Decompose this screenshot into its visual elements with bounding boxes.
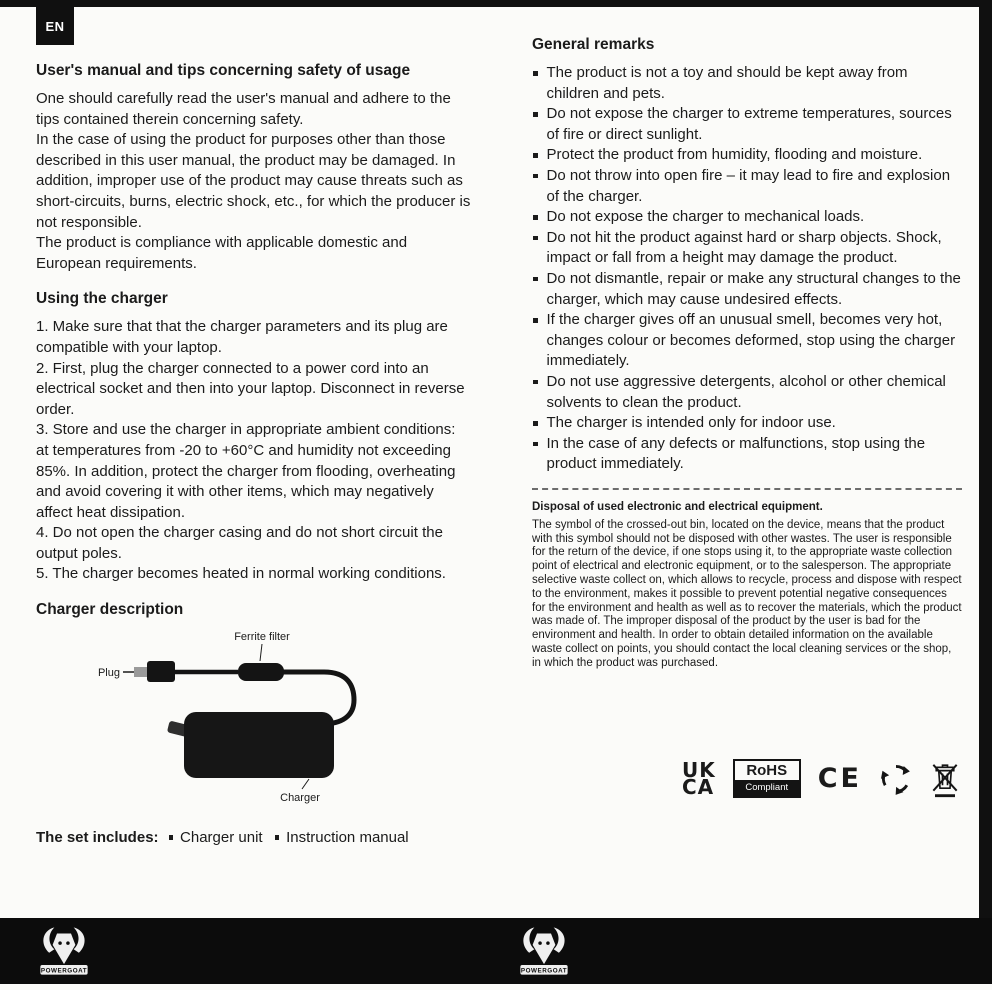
- weee-crossed-bin-icon: [930, 759, 960, 799]
- recycling-icon: [879, 762, 913, 796]
- charger-diagram: [62, 628, 472, 813]
- bullet-square-icon: [533, 421, 538, 426]
- section-heading-general-remarks: General remarks: [532, 36, 655, 53]
- ukca-line2: CA: [681, 774, 715, 799]
- charger-brick: [184, 712, 334, 778]
- right-column: [532, 36, 962, 799]
- remark-item: [532, 145, 962, 166]
- remark-item: [532, 413, 962, 434]
- remark-item: [532, 269, 962, 310]
- remark-text: In the case of any defects or malfunctions, stop using the product immediately.: [546, 434, 926, 473]
- safety-paragraph: In the case of using the product for purposes other than those described in this user manual, the product may be damaged. In addition, improper use of the product may cause threats such as short-circuits, burns, electric shock, etc., for which the producer is not responsible.: [36, 131, 471, 231]
- remark-item: [532, 63, 962, 104]
- section-heading-safety: User's manual and tips concerning safety of usage: [36, 62, 411, 79]
- remark-text: Do not expose the charger to mechanical loads.: [546, 208, 865, 226]
- disposal-heading: Disposal of used electronic and electrical equipment.: [532, 500, 823, 513]
- step-item: 3. Store and use the charger in appropriate ambient conditions: at temperatures from -20 to +60°C and humidity not exceeding 85%. In addition, protect the charger from flooding, overheating and avoid covering it with other items, which may negatively affect heat dissipation.: [36, 421, 456, 521]
- brand-logo-text: POWERGOAT: [520, 967, 568, 975]
- step-item: 5. The charger becomes heated in normal working conditions.: [36, 565, 446, 583]
- remark-text: The charger is intended only for indoor use.: [546, 414, 836, 432]
- remark-item: [532, 104, 962, 145]
- rohs-mark: [733, 759, 801, 798]
- bullet-square-icon: [533, 174, 538, 179]
- set-includes-label: The set includes:: [36, 829, 159, 847]
- step-item: 4. Do not open the charger casing and do not short circuit the output poles.: [36, 524, 443, 562]
- remark-item: [532, 166, 962, 207]
- rohs-compliant-label: Compliant: [735, 780, 799, 796]
- right-border: [979, 0, 992, 918]
- charger-diagram-image: [62, 628, 392, 808]
- remark-text: Do not throw into open fire – it may lead to fire and explosion of the charger.: [546, 166, 951, 205]
- bullet-square-icon: [533, 318, 538, 323]
- safety-paragraph: One should carefully read the user's manual and adhere to the tips contained therein concerning safety.: [36, 90, 451, 128]
- footer-band: [0, 918, 992, 984]
- remark-text: Do not hit the product against hard or sharp objects. Shock, impact or fall from a height may damage the product.: [546, 228, 942, 267]
- bullet-square-icon: [533, 153, 538, 158]
- brand-logo-text: POWERGOAT: [40, 967, 88, 975]
- remark-text: Do not dismantle, repair or make any structural changes to the charger, which may cause undesired effects.: [546, 269, 961, 308]
- bullet-square-icon: [533, 277, 538, 282]
- left-column: [36, 62, 472, 846]
- set-item: [169, 829, 263, 846]
- safety-paragraph: The product is compliance with applicable domestic and European requirements.: [36, 234, 408, 272]
- set-includes: [36, 829, 472, 846]
- remark-text: Do not use aggressive detergents, alcohol or other chemical solvents to clean the product.: [546, 372, 946, 411]
- bullet-square-icon: [533, 236, 538, 241]
- rohs-label: RoHS: [746, 762, 788, 780]
- set-item-label: Instruction manual: [286, 829, 409, 847]
- ukca-mark: [681, 757, 716, 799]
- remark-item: [532, 310, 962, 372]
- remark-text: Do not expose the charger to extreme temperatures, sources of fire or direct sunlight.: [546, 105, 952, 143]
- section-heading-charger-description: Charger description: [36, 601, 184, 619]
- bullet-square-icon: [533, 215, 538, 220]
- bullet-square-icon: [533, 442, 538, 447]
- brand-goat-logo: [516, 923, 572, 979]
- bullet-square-icon: [533, 112, 538, 117]
- bullet-square-icon: [533, 71, 538, 76]
- remark-text: Protect the product from humidity, flooding and moisture.: [546, 146, 923, 164]
- compliance-marks-row: [532, 759, 962, 799]
- section-heading-using-charger: Using the charger: [36, 290, 168, 308]
- remark-text: If the charger gives off an unusual smell, becomes very hot, changes colour or becomes deformed, stop using the charger immediately.: [546, 311, 956, 370]
- language-badge: EN: [36, 7, 74, 45]
- remark-item: [532, 372, 962, 413]
- brand-goat-logo: [36, 923, 92, 979]
- dashed-divider: [532, 488, 962, 490]
- remark-text: The product is not a toy and should be kept away from children and pets.: [546, 64, 908, 102]
- bullet-square-icon: [169, 835, 174, 840]
- ferrite-filter-shape: [238, 663, 284, 681]
- set-item-label: Charger unit: [180, 829, 263, 847]
- diagram-label-plug: Plug: [97, 667, 120, 680]
- plug-body: [147, 661, 175, 682]
- step-item: 1. Make sure that that the charger parameters and its plug are compatible with your laptop.: [36, 318, 448, 356]
- disposal-paragraph: The symbol of the crossed-out bin, located on the device, means that the product with this symbol should not be disposed with other wastes. The user is responsible for the return of the device, if one stops using it, to the appropriate waste collection point of electrical and electronic equipment, or to the salesperson. The appropriate selective waste collect on, which allows to recycle, process and dispose with respect to the environment, makes it possible to prevent potential negative consequences for the environment and health as well as to recover the materials, which the product was made of. The improper disposal of the product by the user is bad for the environment and health. In order to obtain detailed information on the available waste collect on points, you should contact the local cleaning services or the shop, in which the product was purchased.: [532, 518, 962, 669]
- ce-mark: CE: [817, 763, 862, 795]
- plug-prong: [134, 667, 147, 677]
- remark-item: [532, 434, 962, 475]
- bullet-square-icon: [533, 380, 538, 385]
- diagram-label-ferrite-filter: Ferrite filter: [234, 631, 290, 644]
- remark-item: [532, 207, 962, 228]
- diagram-label-charger: Charger: [280, 792, 320, 805]
- ukca-line1: UK: [681, 757, 716, 782]
- step-item: 2. First, plug the charger connected to a power cord into an electrical socket and then into your laptop. Disconnect in reverse order.: [36, 359, 465, 418]
- top-border: [0, 0, 992, 7]
- bullet-square-icon: [275, 835, 280, 840]
- set-item: [275, 829, 409, 846]
- remark-item: [532, 228, 962, 269]
